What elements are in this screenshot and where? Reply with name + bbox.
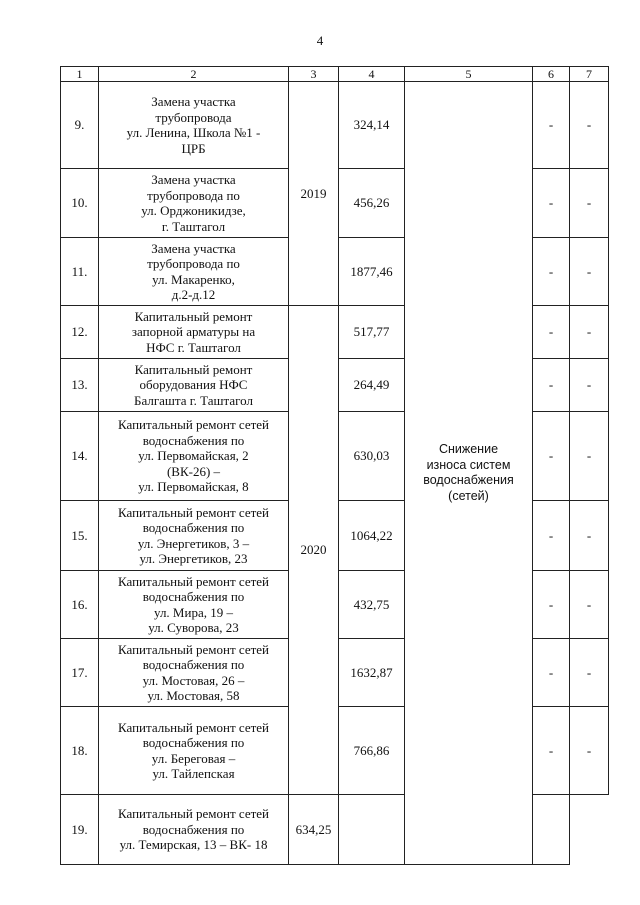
- row-col7: -: [570, 571, 609, 639]
- header-cell: 6: [533, 67, 570, 82]
- row-col6: -: [533, 82, 570, 169]
- row-description: Капитальный ремонт оборудования НФС Балгашта г. Таштагол: [99, 359, 289, 412]
- row-amount: 766,86: [339, 707, 405, 795]
- row-number: 15.: [61, 501, 99, 571]
- row-col7: -: [570, 359, 609, 412]
- row-number: 14.: [61, 412, 99, 501]
- row-description: Замена участка трубопровода по ул. Макаренко, д.2-д.12: [99, 238, 289, 306]
- row-number: 13.: [61, 359, 99, 412]
- row-description: Капитальный ремонт сетей водоснабжения по ул. Первомайская, 2 (ВК-26) – ул. Первомайская, 8: [99, 412, 289, 501]
- row-number: 16.: [61, 571, 99, 639]
- row-col7: -: [570, 238, 609, 306]
- row-number: 12.: [61, 306, 99, 359]
- row-amount: 456,26: [339, 169, 405, 238]
- result-cell: Снижение износа систем водоснабжения (сетей): [405, 82, 533, 865]
- row-number: 10.: [61, 169, 99, 238]
- row-amount: 634,25: [289, 795, 339, 865]
- row-col7: -: [570, 82, 609, 169]
- row-col7: -: [570, 306, 609, 359]
- year-2019-cell: 2019: [289, 82, 339, 306]
- row-col6: -: [533, 501, 570, 571]
- row-description: Капитальный ремонт запорной арматуры на НФС г. Таштагол: [99, 306, 289, 359]
- header-cell: 1: [61, 67, 99, 82]
- row-col7: -: [570, 412, 609, 501]
- header-cell: 4: [339, 67, 405, 82]
- table-row: [61, 82, 609, 169]
- row-col6: -: [533, 412, 570, 501]
- row-col6: [339, 795, 405, 865]
- row-col6: -: [533, 169, 570, 238]
- header-cell: 2: [99, 67, 289, 82]
- header-cell: 7: [570, 67, 609, 82]
- header-cell: 5: [405, 67, 533, 82]
- row-number: 11.: [61, 238, 99, 306]
- row-amount: 432,75: [339, 571, 405, 639]
- row-description: Капитальный ремонт сетей водоснабжения по ул. Мостовая, 26 – ул. Мостовая, 58: [99, 639, 289, 707]
- row-description: Капитальный ремонт сетей водоснабжения по ул. Мира, 19 – ул. Суворова, 23: [99, 571, 289, 639]
- row-amount: 264,49: [339, 359, 405, 412]
- works-table: [60, 66, 609, 865]
- row-amount: 1064,22: [339, 501, 405, 571]
- row-amount: 324,14: [339, 82, 405, 169]
- row-amount: 630,03: [339, 412, 405, 501]
- row-col7: -: [570, 639, 609, 707]
- page-number: 4: [316, 33, 324, 48]
- row-col6: -: [533, 571, 570, 639]
- row-description: Замена участка трубопровода по ул. Орджоникидзе, г. Таштагол: [99, 169, 289, 238]
- row-description: Капитальный ремонт сетей водоснабжения по ул. Темирская, 13 – ВК- 18: [99, 795, 289, 865]
- row-description: Замена участка трубопровода ул. Ленина, Школа №1 - ЦРБ: [99, 82, 289, 169]
- row-amount: 517,77: [339, 306, 405, 359]
- row-col7: -: [570, 501, 609, 571]
- row-col6: -: [533, 306, 570, 359]
- row-number: 19.: [61, 795, 99, 865]
- row-col6: -: [533, 639, 570, 707]
- row-col7: -: [570, 707, 609, 795]
- row-amount: 1632,87: [339, 639, 405, 707]
- year-2020-cell: 2020: [289, 306, 339, 795]
- row-number: 17.: [61, 639, 99, 707]
- row-number: 18.: [61, 707, 99, 795]
- row-col6: -: [533, 359, 570, 412]
- header-row: [61, 67, 609, 82]
- row-amount: 1877,46: [339, 238, 405, 306]
- row-col6: -: [533, 238, 570, 306]
- row-col6: -: [533, 707, 570, 795]
- row-col7: -: [570, 169, 609, 238]
- row-number: 9.: [61, 82, 99, 169]
- header-cell: 3: [289, 67, 339, 82]
- row-description: Капитальный ремонт сетей водоснабжения по ул. Энергетиков, 3 – ул. Энергетиков, 23: [99, 501, 289, 571]
- row-description: Капитальный ремонт сетей водоснабжения по ул. Береговая – ул. Тайлепская: [99, 707, 289, 795]
- row-col7: [533, 795, 570, 865]
